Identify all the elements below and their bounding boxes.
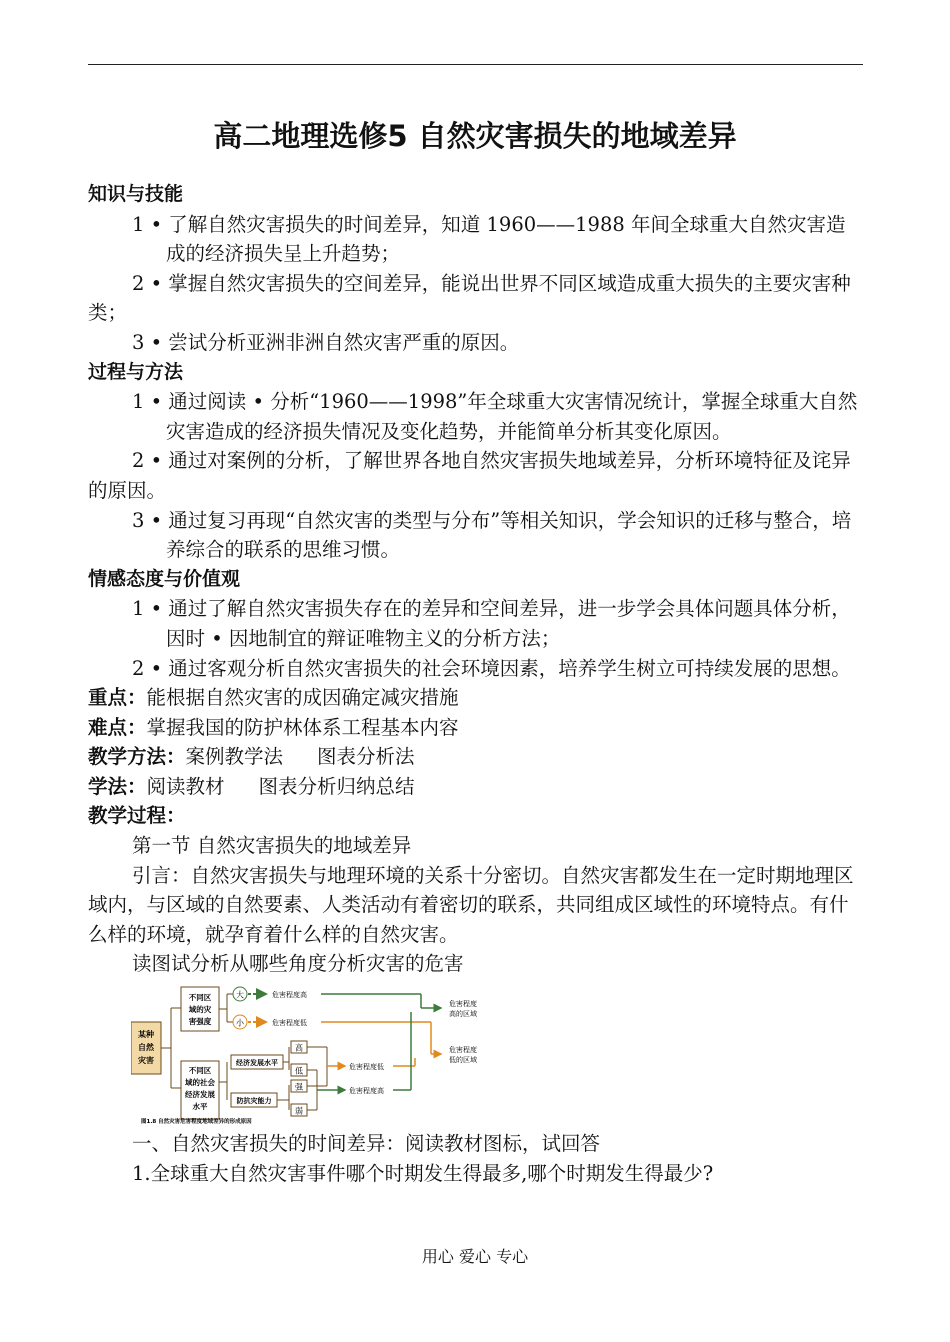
teaching-method-b: 图表分析法	[317, 745, 415, 769]
weak-label: 弱	[295, 1106, 303, 1116]
page-footer: 用心 爱心 专心	[421, 1247, 529, 1266]
knowledge-item-1: 1 • 了解自然灾害损失的时间差异，知道 1960——1988 年间全球重大自然灾害造成的经济损失呈上升趋势；	[132, 212, 846, 266]
low-label: 低	[295, 1066, 303, 1076]
knowledge-item-3: 3 • 尝试分析亚洲非洲自然灾害严重的原因。	[132, 330, 520, 354]
root-label-2: 自然	[138, 1043, 154, 1053]
root-label-1: 某种	[138, 1030, 154, 1040]
figure-caption: 图1.8 自然灾害危害程度地域差异的形成原因	[141, 1119, 252, 1126]
process-line	[88, 801, 863, 831]
process-item-3: 3 • 通过复习再现“自然灾害的类型与分布”等相关知识，学会知识的迁移与整合，培养综合的联系的思维习惯。	[132, 508, 852, 562]
question-1: 1.全球重大自然灾害事件哪个时期发生得最多,哪个时期发生得最少?	[132, 1161, 714, 1185]
econ-label: 经济发展水平	[236, 1059, 278, 1068]
study-method-line	[88, 772, 863, 802]
out-high-l1: 危害程度	[449, 1000, 477, 1009]
branch2-label-1: 不同区	[188, 1066, 212, 1076]
heading-emotion: 情感态度与价值观	[88, 567, 241, 590]
difficulty-text: 掌握我国的防护林体系工程基本内容	[146, 715, 459, 739]
branch1-label-2: 域的灾	[188, 1005, 212, 1015]
focus-label: 重点：	[88, 686, 147, 710]
teaching-method-line	[88, 742, 863, 772]
page-title: 高二地理选修5 自然灾害损失的地域差异	[213, 119, 737, 153]
emotion-item-2: 2 • 通过客观分析自然灾害损失的社会环境因素，培养学生树立可持续发展的思想。	[132, 656, 851, 680]
section-title: 第一节 自然灾害损失的地域差异	[132, 834, 412, 858]
emotion-item-1: 1 • 通过了解自然灾害损失存在的差异和空间差异，进一步学会具体问题具体分析，因时 • 因地制宜的辩证唯物主义的分析方法；	[132, 597, 851, 650]
branch1-label-3: 害强度	[188, 1017, 212, 1027]
flow-diagram-svg	[131, 982, 531, 1125]
heading-process: 过程与方法	[88, 360, 184, 383]
process-item-2: 2 • 通过对案例的分析，了解世界各地自然灾害损失地域差异，分析环境特征及诧异的原因。	[88, 449, 851, 502]
teaching-method-label: 教学方法：	[88, 745, 186, 769]
process-item-1: 1 • 通过阅读 • 分析“1960——1998”年全球重大灾害情况统计，掌握全球重大自然灾害造成的经济损失情况及变化趋势，并能简单分析其变化原因。	[132, 390, 858, 443]
strong-label: 强	[295, 1082, 303, 1092]
big-label: 大	[236, 990, 244, 1000]
document-body	[88, 180, 863, 1188]
study-method-label: 学法：	[88, 774, 147, 798]
knowledge-item-2: 2 • 掌握自然灾害损失的空间差异，能说出世界不同区域造成重大损失的主要灾害种类；	[88, 271, 851, 325]
study-method-b: 图表分析归纳总结	[258, 774, 415, 798]
out-low-l2: 低的区域	[449, 1056, 477, 1065]
small-label: 小	[236, 1018, 244, 1028]
heading-knowledge: 知识与技能	[88, 183, 184, 205]
harm-high: 危害程度高	[349, 1087, 384, 1096]
level-low: 危害程度低	[272, 1019, 307, 1028]
branch2-label-4: 水平	[192, 1102, 208, 1112]
resist-label: 防抗灾能力	[236, 1097, 272, 1106]
high-label: 高	[295, 1043, 303, 1053]
harm-low: 危害程度低	[349, 1063, 384, 1072]
difficulty-line	[88, 713, 863, 743]
study-method-a: 阅读教材	[146, 774, 225, 798]
figure-prompt: 读图试分析从哪些角度分析灾害的危害	[132, 952, 464, 976]
root-label-3: 灾害	[138, 1056, 154, 1066]
header-rule	[88, 64, 863, 65]
question-heading: 一、自然灾害损失的时间差异：阅读教材图标，试回答	[132, 1132, 601, 1156]
focus-text: 能根据自然灾害的成因确定减灾措施	[146, 686, 459, 710]
intro-paragraph: 引言：自然灾害损失与地理环境的关系十分密切。自然灾害都发生在一定时期地理区域内，与区域的自然要素、人类活动有着密切的联系，共同组成区域性的环境特点。有什么样的环境，就孕育着什么样的自然灾害。	[88, 863, 854, 946]
focus-line	[88, 683, 863, 713]
process-label: 教学过程：	[88, 804, 186, 828]
out-low-l1: 危害程度	[449, 1046, 477, 1055]
branch2-label-3: 经济发展	[185, 1090, 215, 1100]
level-high: 危害程度高	[272, 991, 307, 1000]
difficulty-label: 难点：	[88, 715, 147, 739]
branch1-label-1: 不同区	[188, 993, 212, 1003]
branch2-label-2: 域的社会	[185, 1078, 215, 1088]
flow-diagram	[131, 982, 531, 1125]
teaching-method-a: 案例教学法	[185, 745, 284, 769]
out-high-l2: 高的区域	[449, 1010, 477, 1019]
